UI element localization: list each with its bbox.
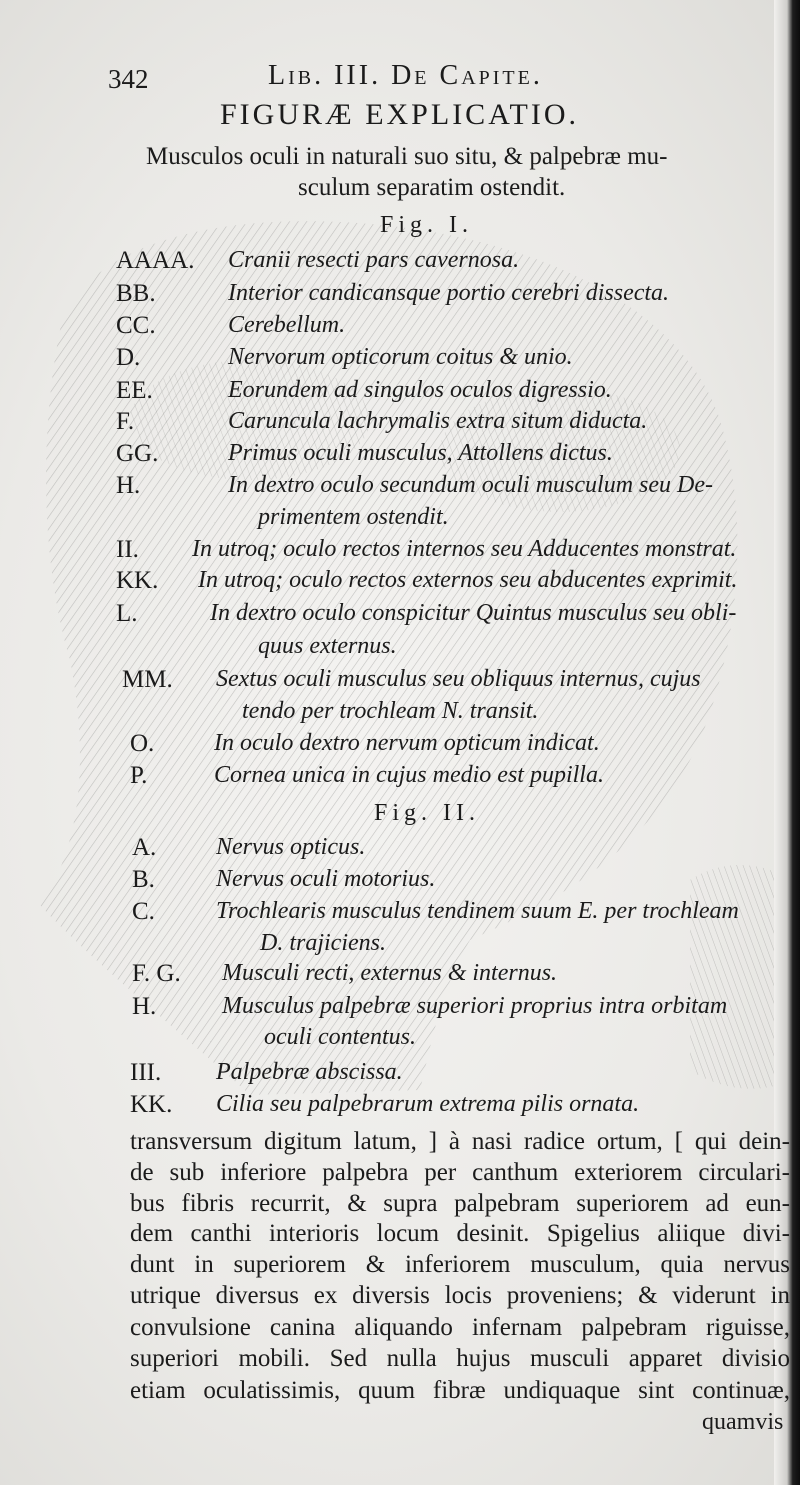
entry-key: III.	[130, 1059, 162, 1086]
entry-description: Cornea unica in cujus medio est pupilla.	[214, 762, 604, 788]
entry-description: Nervus oculi motorius.	[216, 866, 436, 892]
entry-key: F.	[116, 408, 135, 435]
subtitle-line: Musculos oculi in naturali suo situ, & palpebræ mu-	[146, 143, 668, 170]
entry-description: Cilia seu palpebrarum extrema pilis ornata.	[216, 1091, 640, 1117]
entry-key: GG.	[116, 440, 159, 467]
entry-description: Caruncula lachrymalis extra situm diducta.	[228, 408, 648, 434]
entry-key: A.	[132, 834, 157, 861]
body-text-line: utrique diversus ex diversis locis proveniens; & viderunt in	[130, 1282, 790, 1309]
entry-description: Nervorum opticorum coitus & unio.	[228, 344, 573, 370]
body-text-line: etiam oculatissimis, quum fibræ undiquaque sint continuæ,	[130, 1377, 790, 1404]
entry-key: P.	[130, 762, 148, 789]
entry-key: EE.	[116, 377, 153, 404]
entry-description: In dextro oculo secundum oculi musculum seu De-	[228, 472, 713, 498]
figure-heading: Fig. II.	[374, 800, 480, 826]
page-title: FIGURÆ EXPLICATIO.	[220, 98, 580, 131]
entry-continuation: quus externus.	[258, 633, 397, 659]
entry-description: Cerebellum.	[228, 312, 346, 338]
entry-key: D.	[116, 344, 141, 371]
catchword: quamvis	[702, 1409, 784, 1435]
entry-description: Nervus opticus.	[216, 834, 366, 860]
entry-key: O.	[130, 730, 155, 757]
body-text-line: convulsione canina aliquando infernam palpebram riguisse,	[130, 1314, 790, 1341]
entry-key: H.	[132, 993, 157, 1020]
entry-key: L.	[116, 600, 138, 627]
entry-description: Palpebræ abscissa.	[216, 1059, 403, 1085]
entry-key: BB.	[116, 280, 156, 307]
entry-description: In utroq; oculo rectos externos seu abducentes exprimit.	[198, 567, 738, 593]
subtitle-line: sculum separatim ostendit.	[298, 174, 566, 201]
entry-key: B.	[132, 866, 155, 893]
body-text-line: dunt in superiorem & inferiorem musculum, quia nervus	[130, 1251, 790, 1278]
page-number: 342	[108, 64, 149, 94]
entry-key: F. G.	[132, 960, 181, 987]
entry-continuation: primentem ostendit.	[258, 504, 449, 530]
body-text-line: bus fibris recurrit, & supra palpebram superiorem ad eun-	[130, 1190, 790, 1217]
entry-description: Eorundem ad singulos oculos digressio.	[228, 377, 612, 403]
running-head: Lib. III. De Capite.	[268, 60, 543, 91]
entry-key: C.	[132, 898, 155, 925]
entry-continuation: D. trajiciens.	[260, 930, 386, 956]
entry-key: AAAA.	[116, 247, 195, 274]
entry-description: In utroq; oculo rectos internos seu Adducentes monstrat.	[192, 536, 737, 562]
entry-key: CC.	[116, 312, 156, 339]
entry-key: II.	[116, 536, 139, 563]
entry-key: H.	[116, 472, 141, 499]
body-text-line: dem canthi interioris locum desinit. Spigelius aliique divi-	[130, 1220, 790, 1247]
entry-key: KK.	[130, 1091, 173, 1118]
entry-description: Interior candicansque portio cerebri dissecta.	[228, 280, 670, 306]
entry-key: MM.	[122, 666, 173, 693]
figure-heading: Fig. I.	[380, 212, 474, 238]
entry-key: KK.	[116, 567, 159, 594]
body-text-line: de sub inferiore palpebra per canthum exteriorem circulari-	[130, 1159, 790, 1186]
entry-description: Musculus palpebræ superiori proprius intra orbitam	[222, 993, 728, 1019]
entry-description: Trochlearis musculus tendinem suum E. per trochleam	[216, 898, 739, 924]
entry-description: Sextus oculi musculus seu obliquus internus, cujus	[216, 666, 701, 692]
entry-continuation: oculi contentus.	[264, 1024, 416, 1050]
entry-continuation: tendo per trochleam N. transit.	[242, 698, 539, 724]
entry-description: Primus oculi musculus, Attollens dictus.	[228, 440, 613, 466]
body-text-line: superiori mobili. Sed nulla hujus musculi apparet divisio	[130, 1345, 790, 1372]
body-text-line: transversum digitum latum, ] à nasi radice ortum, [ qui dein-	[130, 1128, 790, 1155]
entry-description: In dextro oculo conspicitur Quintus musculus seu obli-	[210, 600, 737, 626]
entry-description: Cranii resecti pars cavernosa.	[228, 247, 520, 273]
entry-description: Musculi recti, externus & internus.	[222, 960, 558, 986]
entry-description: In oculo dextro nervum opticum indicat.	[214, 730, 600, 756]
